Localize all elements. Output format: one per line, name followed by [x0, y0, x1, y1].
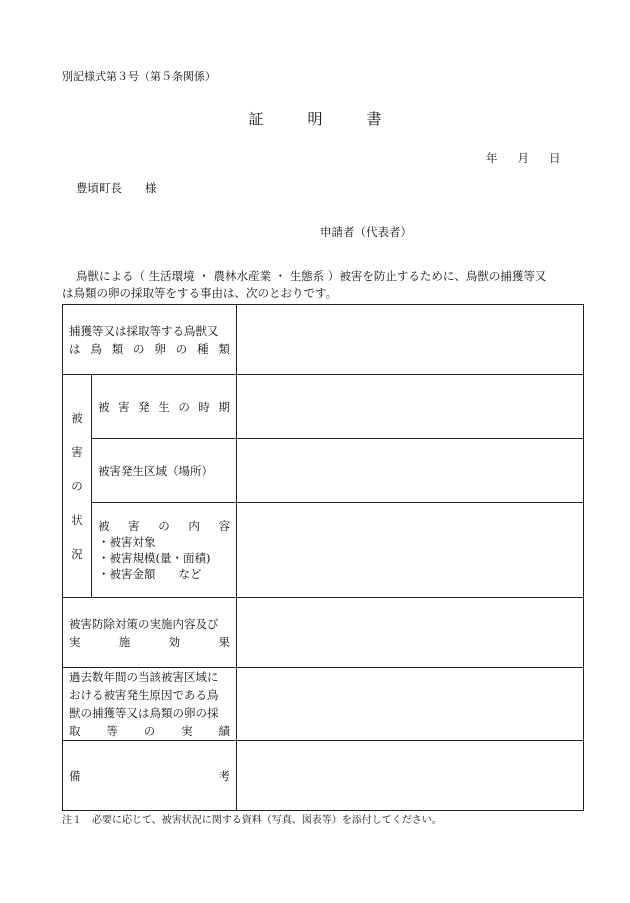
label-char: 種 [197, 341, 209, 356]
damage-area-input[interactable] [237, 439, 584, 503]
year-label: 年 [486, 151, 498, 165]
damage-content-input[interactable] [237, 503, 584, 598]
table-row [63, 598, 584, 668]
label-char: 取 [69, 724, 81, 738]
addressee: 豊頃町長 様 [76, 181, 157, 195]
label-char: 実 [181, 724, 193, 738]
label-char: の [133, 341, 145, 356]
past-line: 獣の捕獲等又は鳥類の卵の採 [69, 706, 219, 720]
table-row [63, 503, 584, 598]
remarks-label [63, 741, 237, 811]
table-row [63, 668, 584, 741]
label-char: 内 [188, 519, 200, 533]
label-char: 時 [198, 399, 210, 414]
label-char: 被 [98, 399, 110, 414]
title-char: 明 [307, 110, 323, 128]
label-char: 被 [71, 411, 83, 425]
intro-paragraph [62, 268, 592, 301]
damage-content-label [92, 503, 237, 598]
label-char: の [71, 479, 83, 493]
label-char: 被 [98, 519, 110, 533]
applicant-label: 申請者（代表者） [320, 225, 412, 239]
label-char: 鳥 [90, 341, 102, 356]
label-char: 害 [128, 519, 140, 533]
label-char: の [143, 724, 156, 738]
table-row [63, 741, 584, 811]
label-char: 状 [71, 513, 83, 527]
label-char: 期 [218, 399, 230, 414]
intro-line-1: 鳥獣による（ 生活環境 ・ 農林水産業 ・ 生態系 ）被害を防止するために、鳥獣の捕獲等又 [76, 269, 547, 283]
table-row [63, 375, 584, 439]
past-line: おける被害発生原因である鳥 [69, 688, 219, 702]
date-line [486, 150, 581, 166]
measures-label-line1: 被害防除対策の実施内容及び [69, 616, 219, 631]
past-line: 過去数年間の当該被害区域に [69, 670, 219, 684]
species-label-line2 [69, 340, 230, 358]
past-record-label [63, 668, 237, 741]
label-char: 等 [106, 724, 118, 738]
label-char: は [69, 341, 81, 356]
label-char: 害 [71, 445, 83, 459]
document-title [0, 108, 630, 129]
label-char: 生 [158, 399, 170, 414]
label-char: 卵 [154, 341, 166, 356]
species-label [63, 305, 237, 375]
label-char: の [178, 399, 190, 414]
month-label: 月 [517, 151, 529, 165]
measures-label-line2 [69, 633, 230, 651]
label-char: 効 [168, 634, 181, 649]
label-char: 果 [218, 634, 230, 649]
label-char: の [175, 341, 188, 356]
measures-label [63, 598, 237, 668]
footnote: 注１ 必要に応じて、被害状況に関する資料（写真、図表等）を添付してください。 [62, 815, 442, 826]
title-char: 証 [248, 110, 264, 128]
species-label-line1: 捕獲等又は採取等する鳥獣又 [69, 323, 219, 338]
past-line-last [69, 722, 230, 740]
damage-status-label [63, 375, 92, 598]
damage-area-label: 被害発生区域（場所） [92, 439, 237, 503]
label-char: 害 [118, 399, 130, 414]
measures-input[interactable] [237, 598, 584, 668]
label-char: の [158, 519, 170, 533]
label-char: 類 [111, 341, 124, 356]
content-item: ・被害規模(量・面積) [98, 551, 211, 565]
intro-line-2: は鳥類の卵の採取等をする事由は、次のとおりです。 [62, 285, 338, 300]
table-row [63, 305, 584, 375]
label-char: 績 [218, 724, 230, 738]
label-char: 発 [138, 399, 150, 414]
form-label: 別記様式第３号（第５条関係） [62, 70, 216, 83]
label-char: 備 [69, 768, 81, 783]
damage-time-input[interactable] [237, 375, 584, 439]
label-char: 実 [69, 634, 81, 649]
label-char: 類 [218, 341, 230, 356]
label-char: 容 [218, 519, 230, 533]
label-char: 況 [71, 547, 83, 561]
damage-time-label [92, 375, 237, 439]
content-item: ・被害対象 [98, 535, 156, 549]
past-record-input[interactable] [237, 668, 584, 741]
label-char: 考 [218, 768, 230, 783]
day-label: 日 [549, 151, 561, 165]
certification-table [62, 304, 584, 811]
table-row [63, 439, 584, 503]
species-input[interactable] [237, 305, 584, 375]
title-char: 書 [366, 110, 382, 128]
remarks-input[interactable] [237, 741, 584, 811]
content-item: ・被害金額 など [98, 567, 202, 581]
label-char: 施 [118, 634, 131, 649]
